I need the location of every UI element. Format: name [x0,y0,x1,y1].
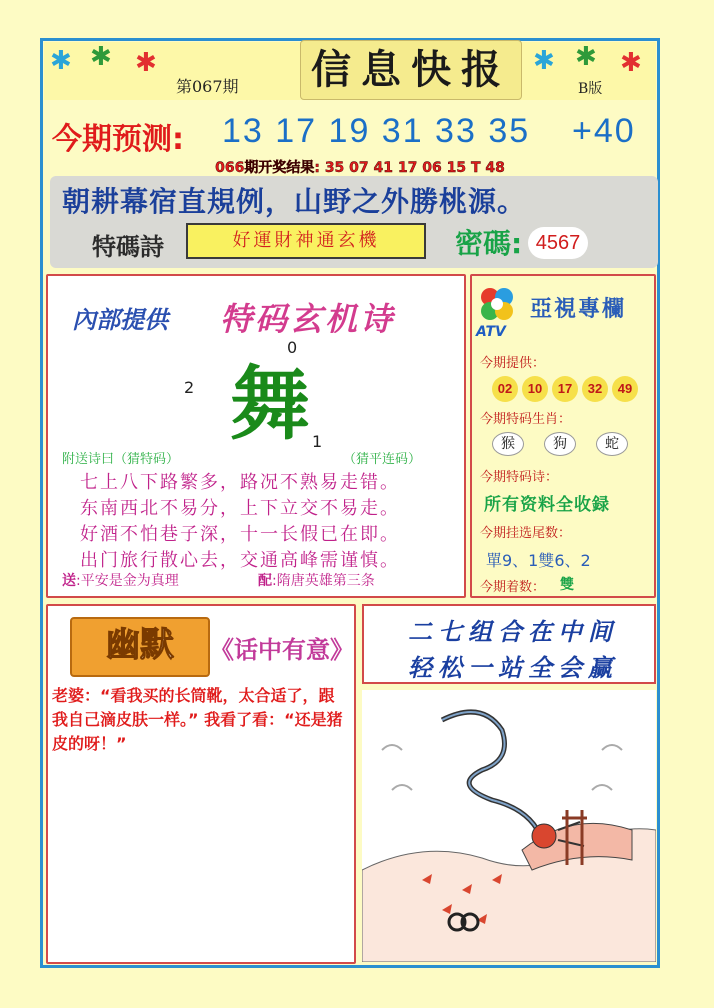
zodiac-badge: 蛇 [596,432,628,456]
atv-label-poem: 今期特码诗： [480,470,559,485]
number-ball: 10 [522,376,548,402]
mima-value: 4567 [528,227,588,259]
verse-line: 七上八下路繁多，路况不熟易走错。 [80,472,400,493]
flower-icon: ✱ [90,42,112,72]
edition-label: B版 [578,81,603,97]
tema-label: 特碼詩 [92,233,164,261]
joke-text: 老婆：“看我买的长筒靴，太合适了，跟我自己滴皮肤一样。” 我看了看：“还是猪皮的呀！” [52,686,343,753]
atv-label-supply: 今期提供： [480,356,546,371]
verse-line: 东南西北不易分，上下立交不易走。 [80,498,400,519]
number-ball: 32 [582,376,608,402]
flower-icon: ✱ [135,48,157,78]
hint-num-1: 1 [312,432,323,451]
atv-logo-icon [478,285,516,323]
humor-subtitle: 《话中有意》 [210,636,354,664]
page-title: 信息快报 [300,40,522,100]
inner-title-a: 內部提供 [72,306,168,334]
dragon-illustration [362,690,656,962]
flower-icon: ✱ [533,46,555,76]
send-label: 送 [62,573,76,589]
verse-line: 好酒不怕巷子深，十一长假已在即。 [80,524,400,545]
atv-label-look: 今期着数： [480,580,546,595]
atv-label-zodiac: 今期特码生肖： [480,412,572,427]
aux-right: （猜平连码） [343,452,422,467]
atv-title: 亞視專欄 [530,297,627,322]
number-ball: 49 [612,376,638,402]
slogan-line: 轻松一站全会赢 [408,654,618,682]
prediction-label: 今期预测: [52,122,184,157]
flower-icon: ✱ [575,42,597,72]
number-ball: 02 [492,376,518,402]
humor-logo: 幽默 [70,617,210,677]
issue-number: 第067期 [176,77,239,96]
prediction-special: +40 [572,112,636,150]
poem-line: 朝耕幕宿直規例，山野之外勝桃源。 [62,185,527,218]
atv-look: 雙 [560,577,574,593]
atv-poem: 所有资料全收録 [484,495,610,515]
zodiac-badge: 狗 [544,432,576,456]
atv-logo: ATV [476,324,506,340]
slogan-line: 二七组合在中间 [408,618,618,646]
hint-num-2: 2 [184,378,195,397]
atv-tail: 單9、1雙6、2 [486,551,591,570]
number-ball: 17 [552,376,578,402]
aux-left: 附送诗曰（猜特码） [62,452,180,467]
pei-label: 配 [258,573,272,589]
send-text: :平安是金为真理 [76,573,179,589]
prediction-numbers: 13 17 19 31 33 35 [222,112,531,150]
verse-line: 出门旅行散心去，交通高峰需谨慎。 [80,550,400,571]
inner-title-b: 特码玄机诗 [220,300,396,338]
hint-num-0: 0 [287,338,298,357]
last-result: 066期开奖结果: 35 07 41 17 06 15 T 48 [215,160,505,176]
flower-icon: ✱ [620,48,642,78]
hint-character: 舞 [230,357,310,451]
pei-text: :隋唐英雄第三条 [272,573,375,589]
zodiac-badge: 猴 [492,432,524,456]
atv-label-tail: 今期挂选尾数： [480,526,572,541]
mima-label: 密碼: [455,227,523,260]
tema-text: 好運財神通玄機 [186,223,426,259]
flower-icon: ✱ [50,46,72,76]
